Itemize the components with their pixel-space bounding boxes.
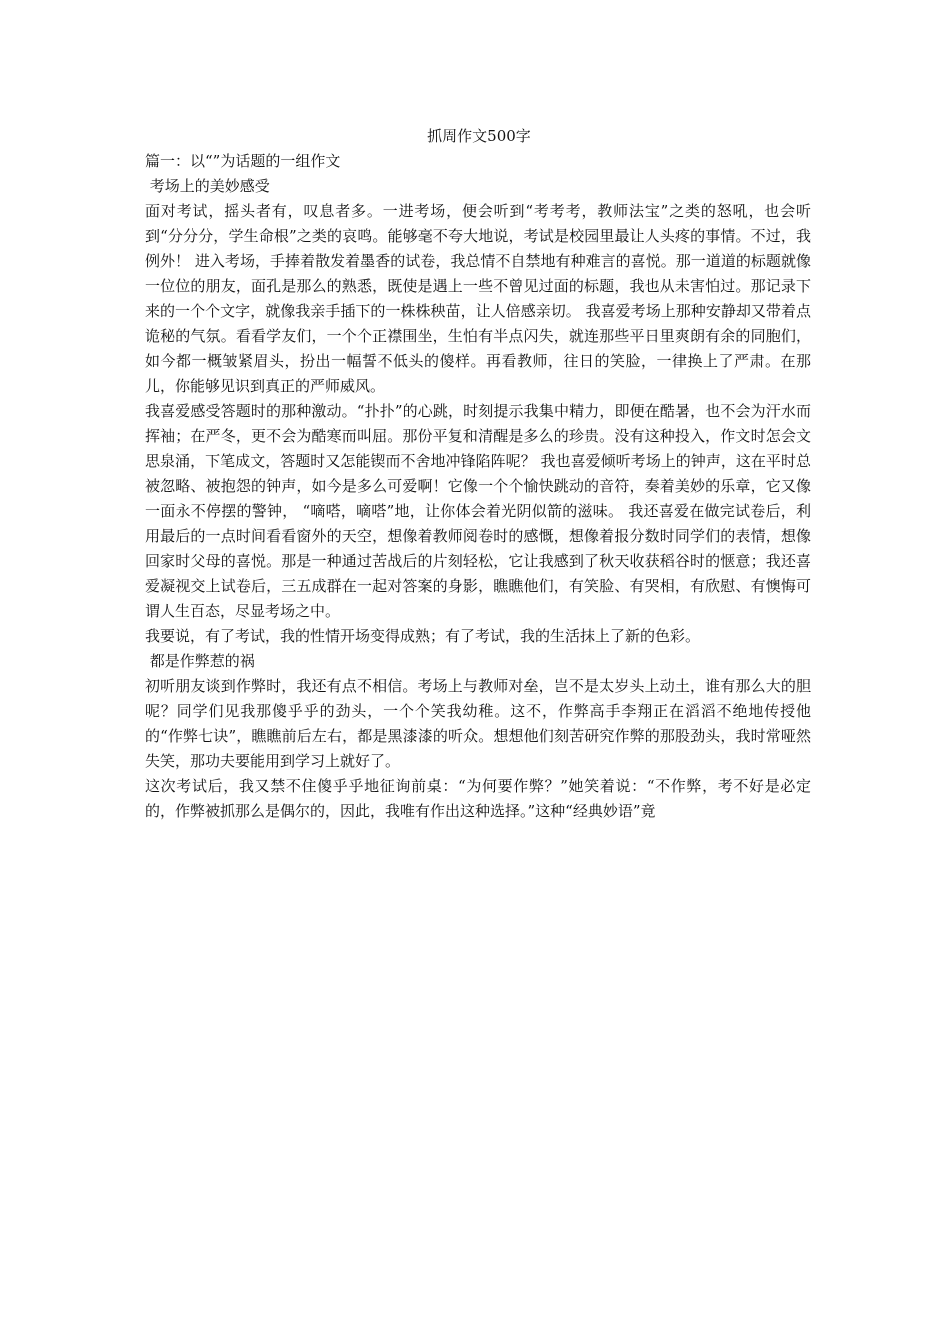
essay-paragraph: 面对考试，摇头者有，叹息者多。一进考场，便会听到“考考考，教师法宝”之类的怒吼，也会听到“分分分，学生命根”之类的哀鸣。能够毫不夸大地说，考试是校园里最让人头疼的事情。不过，我例外！ 进入考场，手捧着散发着墨香的试卷，我总情不自禁地有种难言的喜悦。那一道道的标题就像一位位的朋友，面孔是那么的熟悉，既使是遇上一些不曾见过面的标题，我也从未害怕过。那记录下来的一个个文字，就像我亲手插下的一株株秧苗，让人倍感亲切。 我喜爱考场上那种安静却又带着点诡秘的气氛。看看学友们，一个个正襟围坐，生怕有半点闪失，就连那些平日里爽朗有余的同胞们，如今都一概皱紧眉头，扮出一幅誓不低头的傻样。再看教师，往日的笑脸，一律换上了严肃。在那儿，你能够见识到真正的严师威风。 bbox=[145, 202, 811, 395]
essay-paragraph: 这次考试后，我又禁不住傻乎乎地征询前桌：“为何要作弊？”她笑着说：“不作弊，考不好是必定的，作弊被抓那么是偶尔的，因此，我唯有作出这种选择。”这种“经典妙语”竟 bbox=[145, 777, 811, 820]
essay-paragraph: 我喜爱感受答题时的那种激动。“扑扑”的心跳，时刻提示我集中精力，即便在酷暑，也不会为汗水而挥袖；在严冬，更不会为酷寒而叫屈。那份平复和清醒是多么的珍贵。没有这种投入，作文时怎会文思泉涌，下笔成文，答题时又怎能锲而不舍地冲锋陷阵呢？ 我也喜爱倾听考场上的钟声，这在平时总被忽略、被抱怨的钟声，如今是多么可爱啊！它像一个个愉快跳动的音符，奏着美妙的乐章，它又像一面永不停摆的警钟， “嘀嗒，嘀嗒”地，让你体会着光阴似箭的滋味。 我还喜爱在做完试卷后，利用最后的一点时间看看窗外的天空，想像着教师阅卷时的感慨，想像着报分数时同学们的表情，想像回家时父母的喜悦。那是一种通过苦战后的片刻轻松，它让我感到了秋天收获稻谷时的惬意；我还喜爱凝视交上试卷后，三五成群在一起对答案的身影，瞧瞧他们，有笑脸、有哭相，有欣慰、有懊悔可谓人生百态，尽显考场之中。 bbox=[145, 402, 811, 620]
essay-title: 考场上的美妙感受 bbox=[145, 177, 270, 195]
document-title: 抓周作文500字 bbox=[427, 127, 531, 145]
document-page bbox=[145, 124, 811, 824]
essay-title: 都是作弊惹的祸 bbox=[145, 652, 255, 670]
section-heading: 篇一：以“”为话题的一组作文 bbox=[145, 152, 341, 170]
essay-paragraph: 我要说，有了考试，我的性情开场变得成熟；有了考试，我的生活抹上了新的色彩。 bbox=[145, 627, 701, 645]
essay-paragraph: 初听朋友谈到作弊时，我还有点不相信。考场上与教师对垒，岂不是太岁头上动土，谁有那么大的胆呢？同学们见我那傻乎乎的劲头，一个个笑我幼稚。这不，作弊高手李翔正在滔滔不绝地传授他的“作弊七诀”，瞧瞧前后左右，都是黑漆漆的听众。想想他们刻苦研究作弊的那股劲头，我时常哑然失笑，那功夫要能用到学习上就好了。 bbox=[145, 677, 811, 770]
